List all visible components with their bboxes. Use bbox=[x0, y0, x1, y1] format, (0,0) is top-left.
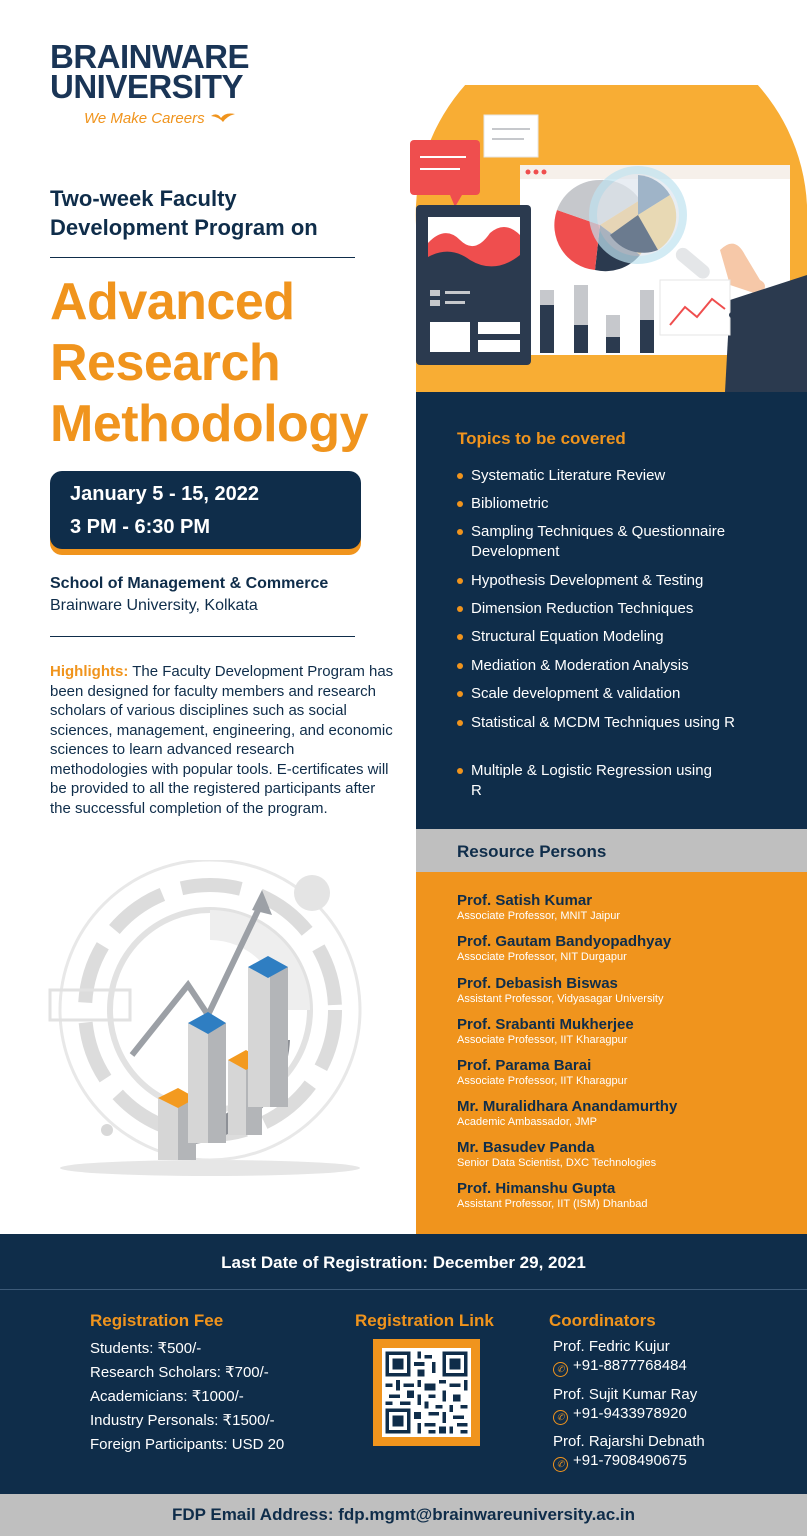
analytics-illustration bbox=[400, 85, 807, 392]
divider bbox=[50, 636, 355, 637]
topic-item: Statistical & MCDM Techniques using R bbox=[457, 713, 747, 733]
topic-item: Multiple & Logistic Regression using R bbox=[457, 761, 717, 801]
registration-link-heading: Registration Link bbox=[355, 1311, 494, 1330]
coordinator-name: Prof. Rajarshi Debnath bbox=[553, 1433, 705, 1450]
coordinator-phone: ✆ +91-7908490675 bbox=[553, 1452, 687, 1472]
topic-item: Systematic Literature Review bbox=[457, 466, 777, 486]
bar-3d-icon bbox=[188, 1012, 226, 1143]
resource-persons-heading: Resource Persons bbox=[457, 842, 607, 861]
topic-item: Mediation & Moderation Analysis bbox=[457, 656, 777, 676]
topic-item: Structural Equation Modeling bbox=[457, 627, 777, 647]
resource-person-name: Prof. Himanshu Gupta bbox=[457, 1180, 616, 1197]
university-name: Brainware University, Kolkata bbox=[50, 597, 258, 614]
resource-person-title: Associate Professor, NIT Durgapur bbox=[457, 951, 627, 963]
highlights-paragraph bbox=[50, 662, 395, 818]
highlights-text: The Faculty Development Program has been designed for faculty members and research scholars of various disciplines such as social sciences, management, engineering, and economic sciences to learn advanced research methodologies with popular tools. E-certificates will be provided to all the registered participants after the successful completion of the program. bbox=[50, 663, 394, 817]
topics-heading: Topics to be covered bbox=[457, 429, 626, 448]
fee-item: Industry Personals: ₹1500/- bbox=[90, 1412, 275, 1429]
topic-item: Hypothesis Development & Testing bbox=[457, 571, 777, 591]
qr-code-icon bbox=[382, 1348, 471, 1437]
resource-person-title: Assistant Professor, Vidyasagar University bbox=[457, 993, 664, 1005]
school-name: School of Management & Commerce bbox=[50, 575, 329, 592]
coordinator-name: Prof. Fedric Kujur bbox=[553, 1338, 670, 1355]
bar-3d-icon bbox=[248, 956, 288, 1107]
divider bbox=[0, 1289, 807, 1290]
date-box bbox=[50, 471, 361, 549]
coordinator-phone: ✆ +91-8877768484 bbox=[553, 1357, 687, 1377]
highlights-label: Highlights: bbox=[50, 663, 129, 680]
phone-icon: ✆ bbox=[553, 1410, 568, 1425]
resource-person-title: Assistant Professor, IIT (ISM) Dhanbad bbox=[457, 1198, 648, 1210]
divider bbox=[50, 257, 355, 258]
coordinators-heading: Coordinators bbox=[549, 1311, 656, 1330]
logo-line-2: UNIVERSITY bbox=[50, 68, 244, 105]
phone-icon: ✆ bbox=[553, 1362, 568, 1377]
resource-person-title: Associate Professor, IIT Kharagpur bbox=[457, 1034, 628, 1046]
topic-item: Bibliometric bbox=[457, 494, 777, 514]
resource-person-name: Prof. Srabanti Mukherjee bbox=[457, 1016, 634, 1033]
bird-icon bbox=[209, 110, 237, 124]
resource-person-name: Mr. Basudev Panda bbox=[457, 1139, 595, 1156]
event-time: 3 PM - 6:30 PM bbox=[70, 516, 211, 538]
note-icon bbox=[484, 115, 538, 157]
topic-item: Sampling Techniques & Questionnaire Development bbox=[457, 522, 777, 562]
resource-person-title: Associate Professor, IIT Kharagpur bbox=[457, 1075, 628, 1087]
logo-tagline: We Make Careers bbox=[84, 110, 237, 127]
phone-icon: ✆ bbox=[553, 1457, 568, 1472]
qr-code[interactable] bbox=[373, 1339, 480, 1446]
fee-item: Students: ₹500/- bbox=[90, 1340, 202, 1357]
resource-person-name: Prof. Satish Kumar bbox=[457, 892, 593, 909]
resource-person-title: Associate Professor, MNIT Jaipur bbox=[457, 910, 621, 922]
topic-item: Scale development & validation bbox=[457, 684, 777, 704]
page-title: Advanced Research Methodology bbox=[50, 273, 369, 453]
resource-person-name: Prof. Gautam Bandyopadhyay bbox=[457, 933, 672, 950]
chat-bubble-icon bbox=[410, 140, 480, 195]
growth-chart-illustration bbox=[40, 860, 380, 1190]
topic-item: Dimension Reduction Techniques bbox=[457, 599, 777, 619]
resource-person-name: Prof. Debasish Biswas bbox=[457, 975, 618, 992]
logo-line-1: BRAINWARE bbox=[50, 38, 249, 75]
last-date-banner: Last Date of Registration: December 29, 2021 bbox=[221, 1253, 586, 1272]
coordinator-name: Prof. Sujit Kumar Ray bbox=[553, 1386, 698, 1403]
resource-person-name: Mr. Muralidhara Anandamurthy bbox=[457, 1098, 678, 1115]
event-date: January 5 - 15, 2022 bbox=[70, 483, 260, 505]
fee-item: Foreign Participants: USD 20 bbox=[90, 1436, 285, 1453]
program-subtitle: Two-week Faculty Development Program on bbox=[50, 186, 318, 240]
resource-person-title: Senior Data Scientist, DXC Technologies bbox=[457, 1157, 657, 1169]
resource-person-title: Academic Ambassador, JMP bbox=[457, 1116, 598, 1128]
fee-item: Research Scholars: ₹700/- bbox=[90, 1364, 269, 1381]
email-address[interactable]: FDP Email Address: fdp.mgmt@brainwareuniversity.ac.in bbox=[171, 1505, 636, 1524]
registration-fee-heading: Registration Fee bbox=[90, 1311, 224, 1330]
coordinator-phone: ✆ +91-9433978920 bbox=[553, 1405, 687, 1425]
resource-person-name: Prof. Parama Barai bbox=[457, 1057, 592, 1074]
fee-item: Academicians: ₹1000/- bbox=[90, 1388, 244, 1405]
